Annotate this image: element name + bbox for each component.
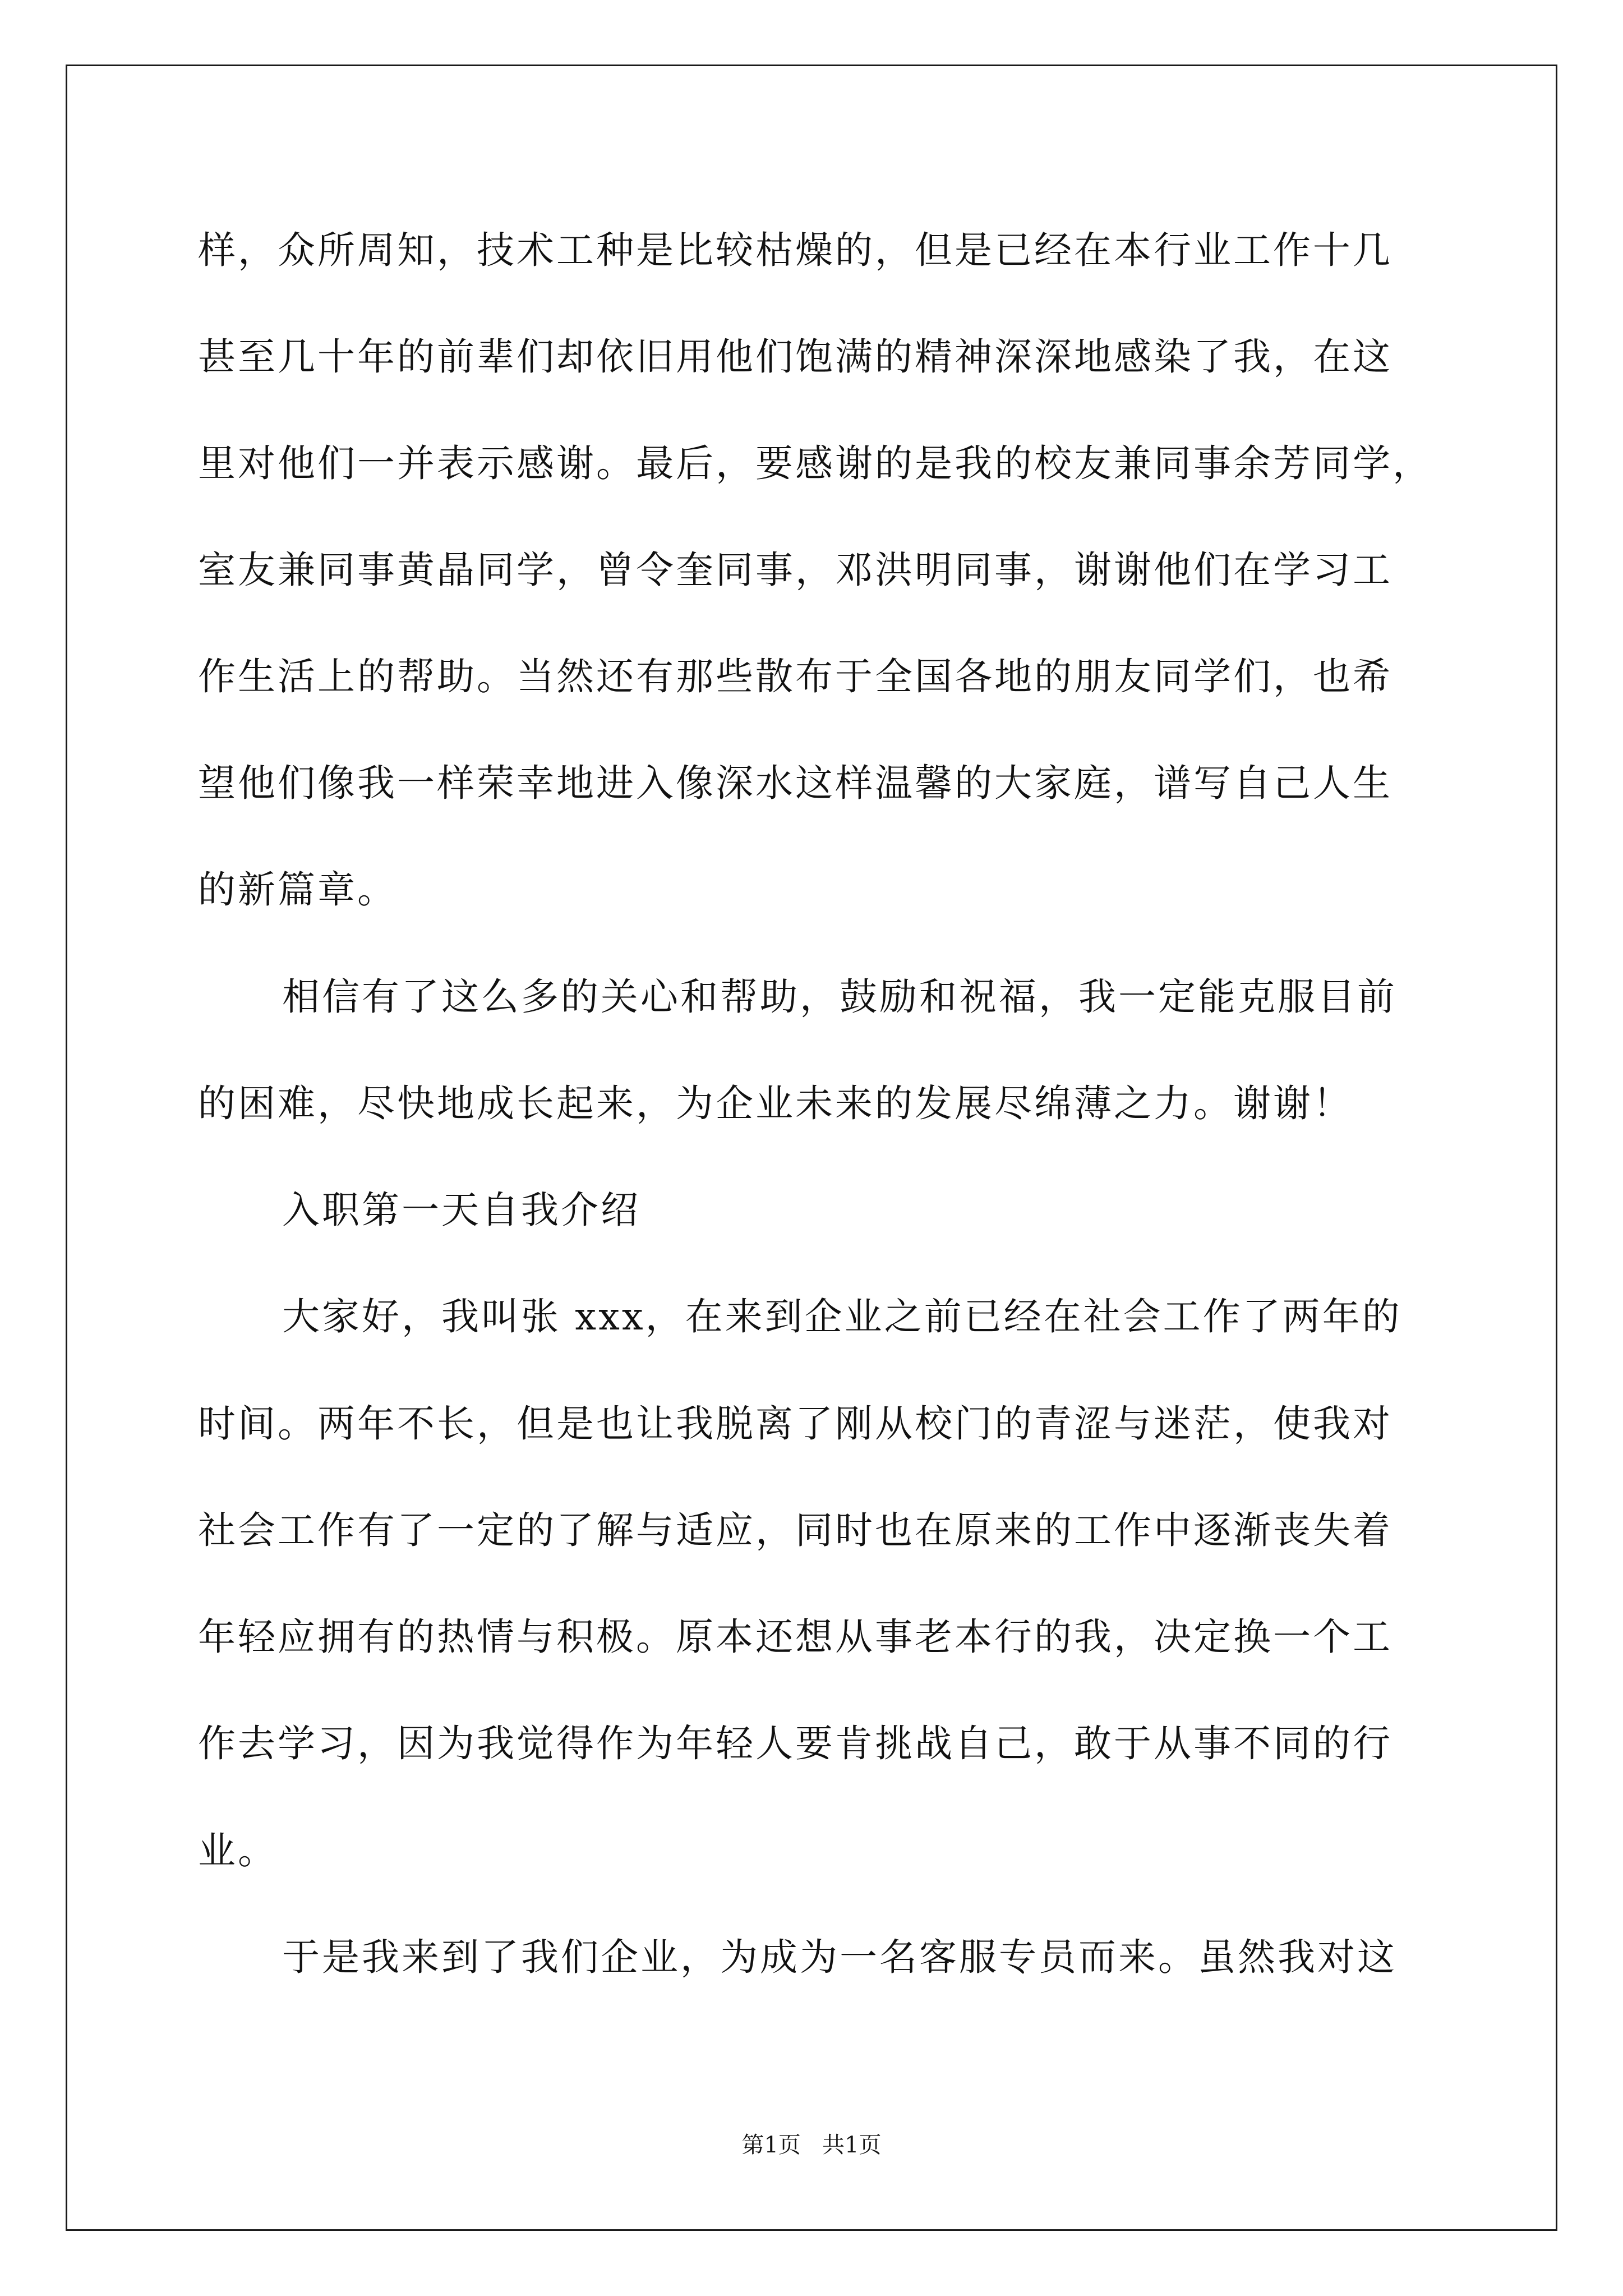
paragraph-start-line: 相信有了这么多的关心和帮助，鼓励和祝福，我一定能克服目前 xyxy=(282,975,1397,1019)
text-line: 甚至几十年的前辈们却依旧用他们饱满的精神深深地感染了我，在这 xyxy=(198,335,1393,379)
text-line: 的困难，尽快地成长起来，为企业未来的发展尽绵薄之力。谢谢！ xyxy=(198,1082,1353,1125)
text-line: 时间。两年不长，但是也让我脱离了刚从校门的青涩与迷茫，使我对 xyxy=(198,1402,1393,1446)
text-line: 作生活上的帮助。当然还有那些散布于全国各地的朋友同学们，也希 xyxy=(198,655,1393,698)
paragraph-start-line: 于是我来到了我们企业，为成为一名客服专员而来。虽然我对这 xyxy=(282,1935,1397,1979)
section-heading: 入职第一天自我介绍 xyxy=(282,1188,640,1232)
text-line: 社会工作有了一定的了解与适应，同时也在原来的工作中逐渐丧失着 xyxy=(198,1508,1393,1552)
text-line: 样，众所周知，技术工种是比较枯燥的，但是已经在本行业工作十几 xyxy=(198,228,1393,272)
page-footer: 第1页 共1页 xyxy=(741,2132,882,2158)
text-line: 望他们像我一样荣幸地进入像深水这样温馨的大家庭，谱写自己人生 xyxy=(198,761,1393,805)
text-line: 里对他们一并表示感谢。最后，要感谢的是我的校友兼同事余芳同学， xyxy=(198,441,1432,485)
text-line: 的新篇章。 xyxy=(198,868,397,912)
page-border xyxy=(66,65,1557,2231)
text-line: 业。 xyxy=(198,1829,278,1872)
text-line: 室友兼同事黄晶同学，曾令奎同事，邓洪明同事，谢谢他们在学习工 xyxy=(198,548,1393,592)
paragraph-start-line: 大家好，我叫张 xxx，在来到企业之前已经在社会工作了两年的 xyxy=(282,1295,1402,1338)
text-line: 年轻应拥有的热情与积极。原本还想从事老本行的我，决定换一个工 xyxy=(198,1615,1393,1659)
text-line: 作去学习，因为我觉得作为年轻人要肯挑战自己，敢于从事不同的行 xyxy=(198,1722,1393,1765)
